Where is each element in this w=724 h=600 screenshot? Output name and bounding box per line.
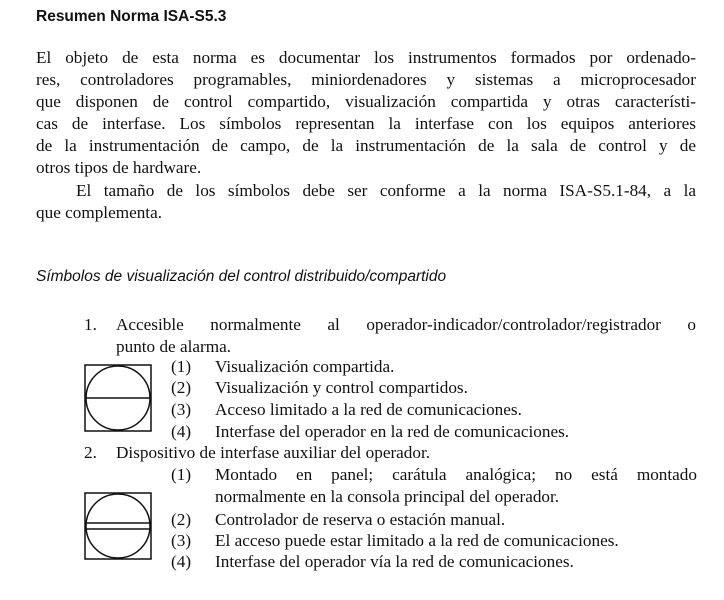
intro-paragraph-1 [36, 47, 696, 179]
paragraph-line: cas de interfase. Los símbolos representan la interfase con los equipos anteriores [36, 114, 696, 133]
subitem-number: (1) [171, 357, 192, 376]
item-number: 1. [84, 315, 97, 334]
item-number: 2. [84, 443, 97, 462]
subitem-number: (4) [171, 552, 192, 571]
subitem-number: (3) [171, 400, 192, 419]
paragraph-line: de la instrumentación de campo, de la instrumentación de la sala de control y de [36, 136, 696, 155]
paragraph-line: que complementa. [36, 203, 162, 222]
subitem-number: (1) [171, 465, 192, 484]
shared-display-symbol-icon [84, 364, 152, 432]
section-heading: Símbolos de visualización del control distribuido/compartido [36, 268, 447, 285]
paragraph-line: que disponen de control compartido, visualización compartida y otras característi- [36, 92, 696, 111]
intro-paragraph-2 [36, 180, 696, 224]
subitem-text: Visualización compartida. [215, 357, 395, 376]
subitem-text: Acceso limitado a la red de comunicaciones. [215, 400, 522, 419]
subitem-text: Controlador de reserva o estación manual. [215, 510, 506, 529]
paragraph-line: El objeto de esta norma es documentar los instrumentos formados por ordenado- [36, 48, 696, 67]
paragraph-line: res, controladores programables, miniordenadores y sistemas a microprocesador [36, 70, 696, 89]
subitem-text: El acceso puede estar limitado a la red de comunicaciones. [215, 531, 619, 550]
subitem-number: (4) [171, 422, 192, 441]
auxiliary-interface-symbol-icon [84, 492, 152, 560]
paragraph-line: El tamaño de los símbolos debe ser conforme a la norma ISA-S5.1-84, a la [76, 181, 696, 200]
subitem-number: (2) [171, 378, 192, 397]
subitem-text: Interfase del operador vía la red de comunicaciones. [215, 552, 574, 571]
subitem-number: (3) [171, 531, 192, 550]
item-text: Accesible normalmente al operador-indicador/controlador/registrador o [116, 315, 696, 334]
subitem-text: Montado en panel; carátula analógica; no está montado [215, 465, 697, 484]
paragraph-line: otros tipos de hardware. [36, 158, 202, 177]
subitem-text: Visualización y control compartidos. [215, 378, 468, 397]
page-title: Resumen Norma ISA-S5.3 [36, 8, 227, 25]
item-text: punto de alarma. [116, 337, 232, 356]
item-text: Dispositivo de interfase auxiliar del operador. [116, 443, 431, 462]
subitem-number: (2) [171, 510, 192, 529]
subitem-text: normalmente en la consola principal del operador. [215, 487, 560, 506]
subitem-text: Interfase del operador en la red de comunicaciones. [215, 422, 570, 441]
